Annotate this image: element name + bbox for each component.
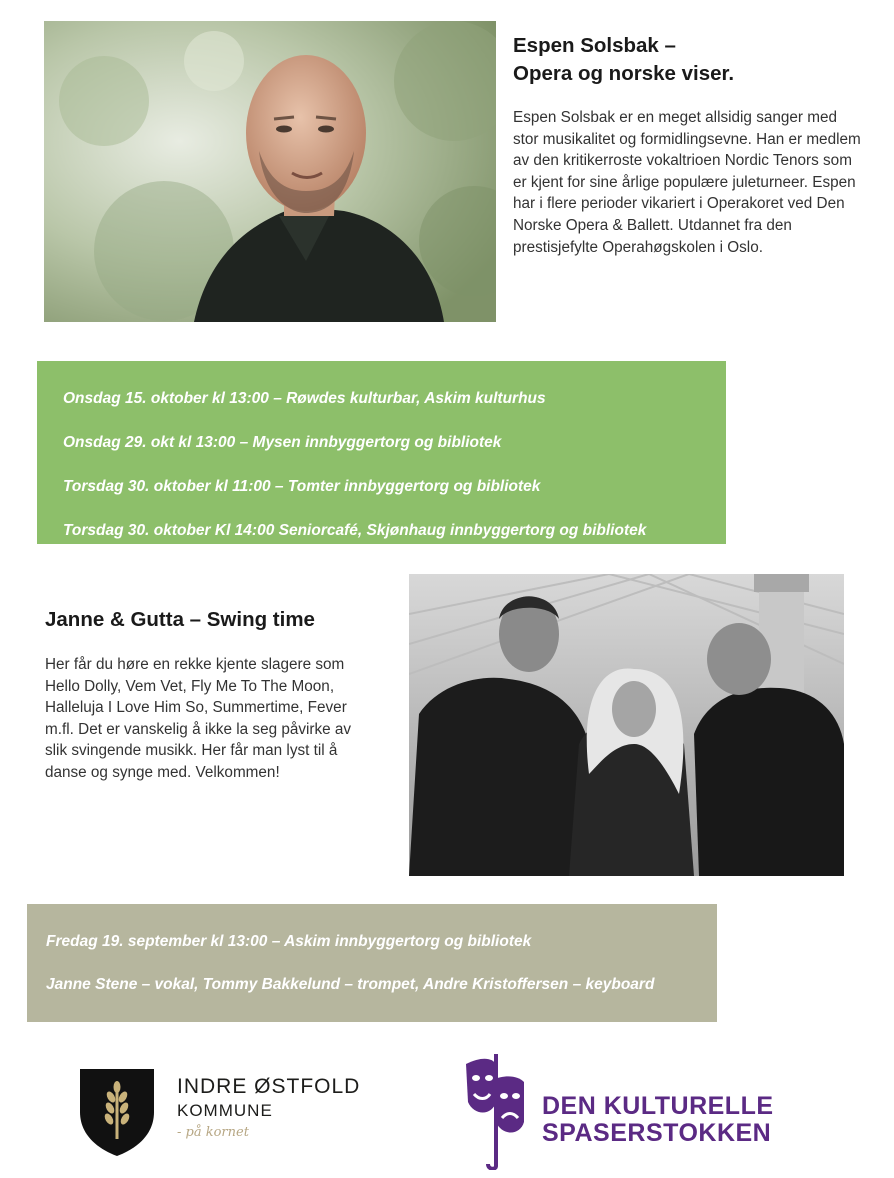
logo-tagline: - på kornet <box>177 1125 249 1140</box>
espen-title-line2: Opera og norske viser. <box>513 62 735 85</box>
indre-ostfold-logo <box>78 1067 368 1157</box>
espen-solsbak-photo <box>44 21 496 322</box>
schedule-item: Onsdag 29. okt kl 13:00 – Mysen innbyggertorg og bibliotek <box>63 434 502 451</box>
schedule-item: Onsdag 15. oktober kl 13:00 – Røwdes kulturbar, Askim kulturhus <box>63 390 546 407</box>
janne-og-gutta-photo <box>409 574 844 876</box>
espen-description: Espen Solsbak er en meget allsidig sanger med stor musikalitet og formidlingsevne. Han er medlem av den kritikerroste vokaltrioen Nordic Tenors som er kjent for sine årlige populære juleturneer. Espen har i flere perioder vikariert i Operakoret ved Den Norske Opera & Ballett. Utdannet fra den prestisjefylte Operahøgskolen i Oslo. <box>513 109 861 256</box>
logo-line2: SPASERSTOKKEN <box>542 1119 772 1147</box>
janne-description: Her får du høre en rekke kjente slagere som Hello Dolly, Vem Vet, Fly Me To The Moon, Halleluja I Love Him So, Summertime, Fever m.fl. Det er vanskelig å ikke la seg påvirke av slik svingende musikk. Her får man lyst til å danse og synge med. Velkommen! <box>45 656 352 781</box>
schedule-item: Torsdag 30. oktober Kl 14:00 Seniorcafé, Skjønhaug innbyggertorg og bibliotek <box>63 522 647 539</box>
espen-title-line1: Espen Solsbak – <box>513 34 676 57</box>
espen-schedule-band <box>37 361 726 544</box>
janne-schedule-band <box>27 904 717 1022</box>
logo-line1: INDRE ØSTFOLD <box>177 1075 361 1098</box>
schedule-item: Fredag 19. september kl 13:00 – Askim innbyggertorg og bibliotek <box>46 933 532 950</box>
theatre-masks-icon <box>462 1050 528 1170</box>
schedule-item: Torsdag 30. oktober kl 11:00 – Tomter innbyggertorg og bibliotek <box>63 478 541 495</box>
wheat-shield-icon <box>78 1067 156 1157</box>
janne-title: Janne & Gutta – Swing time <box>45 608 315 631</box>
performers-line: Janne Stene – vokal, Tommy Bakkelund – trompet, Andre Kristoffersen – keyboard <box>46 976 655 993</box>
den-kulturelle-spaserstokken-logo <box>462 1050 782 1170</box>
logo-line2: KOMMUNE <box>177 1101 273 1120</box>
espen-title <box>513 32 883 88</box>
logo-line1: DEN KULTURELLE <box>542 1092 774 1120</box>
